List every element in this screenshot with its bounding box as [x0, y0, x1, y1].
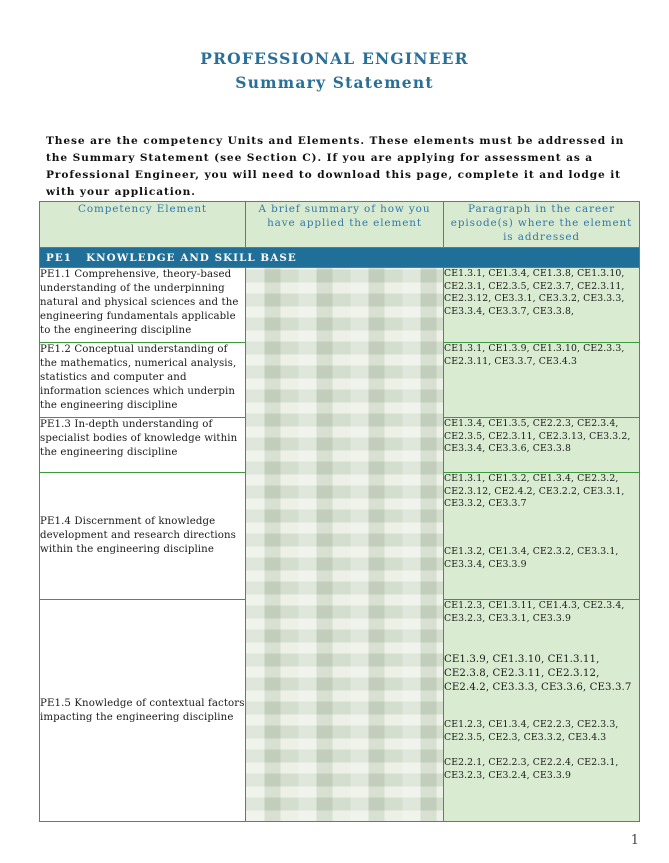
refs-pe1-2 — [444, 343, 640, 418]
refs-pe1-3 — [444, 418, 640, 473]
ref-group: CE1.3.1, CE1.3.4, CE1.3.8, CE1.3.10, CE2.3.1, CE2.3.5, CE2.3.7, CE2.3.11, CE2.3.12, CE3.3.1, CE3.3.2, CE3.3.3, CE3.3.4, CE3.3.7, CE3.3.8, — [444, 268, 625, 318]
element-pe1-4: PE1.4 Discernment of knowledge development and research directions within the engineering discipline — [40, 473, 246, 600]
element-pe1-5: PE1.5 Knowledge of contextual factors impacting the engineering discipline — [40, 600, 246, 822]
page-number: 1 — [630, 833, 639, 848]
competency-table — [39, 201, 640, 822]
intro-paragraph: These are the competency Units and Elements. These elements must be addressed in the Summary Statement (see Section C). If you are applying for assessment as a Professional Engineer, you will need to download this page, complete it and lodge it with your application. — [46, 135, 625, 198]
ref-group: CE1.3.1, CE1.3.9, CE1.3.10, CE2.3.3, CE2.3.11, CE3.3.7, CE3.4.3 — [444, 343, 625, 367]
refs-pe1-4 — [444, 473, 640, 600]
page-subtitle: Summary Statement — [235, 73, 434, 92]
ref-group: CE1.3.1, CE1.3.2, CE1.3.4, CE2.3.2, CE2.3.12, CE2.4.2, CE3.2.2, CE3.3.1, CE3.3.2, CE3.3.7 — [444, 473, 625, 510]
header-competency-element: Competency Element — [40, 202, 246, 248]
element-pe1-3: PE1.3 In-depth understanding of specialist bodies of knowledge within the engineering discipline — [40, 418, 246, 473]
ref-group: CE1.3.4, CE1.3.5, CE2.2.3, CE2.3.4, CE2.3.5, CE2.3.11, CE2.3.13, CE3.3.2, CE3.3.4, CE3.3.6, CE3.3.8 — [444, 418, 631, 455]
refs-pe1-1 — [444, 268, 640, 343]
ref-group: CE1.3.2, CE1.3.4, CE2.3.2, CE3.3.1, CE3.3.4, CE3.3.9 — [444, 546, 619, 570]
element-pe1-2: PE1.2 Conceptual understanding of the mathematics, numerical analysis, statistics and computer and information sciences which underpin the engineering discipline — [40, 343, 246, 418]
refs-pe1-5 — [444, 600, 640, 822]
ref-group: CE2.2.1, CE2.2.3, CE2.2.4, CE2.3.1, CE3.2.3, CE3.2.4, CE3.3.9 — [444, 756, 619, 781]
page-title: PROFESSIONAL ENGINEER — [200, 49, 469, 68]
ref-group: CE1.3.9, CE1.3.10, CE1.3.11, CE2.3.8, CE2.3.11, CE2.3.12, CE2.4.2, CE3.3.3, CE3.3.6, CE3.3.7 — [444, 654, 632, 694]
header-paragraph: Paragraph in the career episode(s) where the element is addressed — [444, 202, 640, 248]
element-pe1-1: PE1.1 Comprehensive, theory-based understanding of the underpinning natural and physical sciences and the engineering fundamentals applicable to the engineering discipline — [40, 268, 246, 343]
summary-redacted-area — [246, 268, 444, 822]
section-heading: PE1 KNOWLEDGE AND SKILL BASE — [40, 248, 640, 268]
header-summary: A brief summary of how you have applied the element — [246, 202, 444, 248]
ref-group: CE1.2.3, CE1.3.11, CE1.4.3, CE2.3.4, CE3.2.3, CE3.3.1, CE3.3.9 — [444, 600, 625, 624]
ref-group: CE1.2.3, CE1.3.4, CE2.2.3, CE2.3.3, CE2.3.5, CE2.3, CE3.3.2, CE3.4.3 — [444, 719, 619, 744]
